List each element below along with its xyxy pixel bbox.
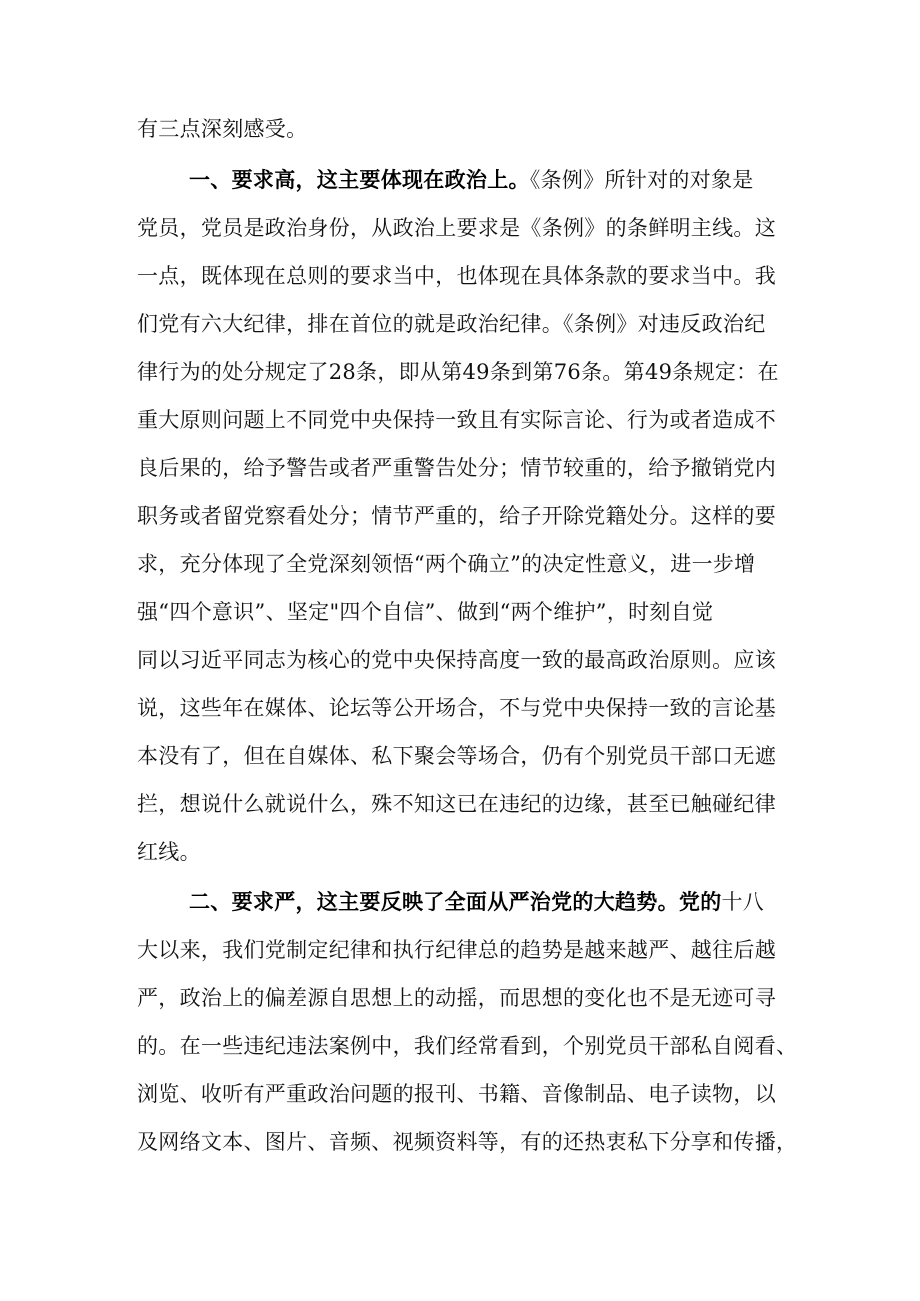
section-heading-1: 一、要求高，这主要体现在政治上。 — [189, 168, 530, 192]
text-line: 同以习近平同志为核心的党中央保持高度一致的最高政治原则。应该 — [137, 648, 776, 672]
text-line: 本没有了，但在自媒体、私下聚会等场合，仍有个别党员干部口无遮 — [137, 744, 776, 768]
text-line: 律行为的处分规定了28条，即从第49条到第76条。第49条规定：在 — [137, 360, 779, 384]
text-line: 红线。 — [137, 840, 201, 864]
text-line: 有三点深刻感受。 — [137, 117, 308, 141]
section-heading-2: 二、要求严，这主要反映了全面从严治党的大趋势。党的 — [189, 890, 722, 914]
text-line: 及网络文本、图片、音频、视频资料等，有的还热衷私下分享和传播， — [137, 1130, 798, 1154]
text-line: 党员，党员是政治身份，从政治上要求是《条例》的条鲜明主线。这 — [137, 216, 776, 240]
text-line: 一点，既体现在总则的要求当中，也体现在具体条款的要求当中。我 — [137, 264, 776, 288]
text-span: 十八 — [721, 890, 765, 914]
paragraph-2-heading-line — [189, 882, 920, 922]
text-line: 大以来，我们党制定纪律和执行纪律总的趋势是越来越严、越往后越 — [137, 938, 776, 962]
text-line: 良后果的，给予警告或者严重警告处分；情节较重的，给予撤销党内 — [137, 456, 776, 480]
text-line: 强“四个意识”、坚定"四个自信”、做到“两个维护”，时刻自觉 — [137, 600, 714, 624]
text-line: 们党有六大纪律，排在首位的就是政治纪律。《条例》对违反政治纪 — [137, 312, 766, 336]
text-line: 重大原则问题上不同党中央保持一致且有实际言论、行为或者造成不 — [137, 408, 776, 432]
text-line: 职务或者留党察看处分；情节严重的，给子开除党籍处分。这样的要 — [137, 504, 776, 528]
text-line: 的。在一些违纪违法案例中，我们经常看到，个别党员干部私自阅看、 — [137, 1034, 798, 1058]
text-line: 求，充分体现了全党深刻领悟“两个确立”的决定性意义，进一步增 — [137, 552, 756, 576]
text-line: 严，政治上的偏差源自思想上的动摇，而思想的变化也不是无迹可寻 — [137, 986, 776, 1010]
text-line: 浏览、收听有严重政治问题的报刊、书籍、音像制品、电子读物，以 — [137, 1082, 776, 1106]
paragraph-1-heading-line — [189, 160, 920, 200]
text-span: 《条例》所针对的对象是 — [529, 168, 754, 192]
text-line: 拦，想说什么就说什么，殊不知这已在违纪的边缘，甚至已触碰纪律 — [137, 792, 776, 816]
text-line: 说，这些年在媒体、论坛等公开场合，不与党中央保持一致的言论基 — [137, 696, 776, 720]
